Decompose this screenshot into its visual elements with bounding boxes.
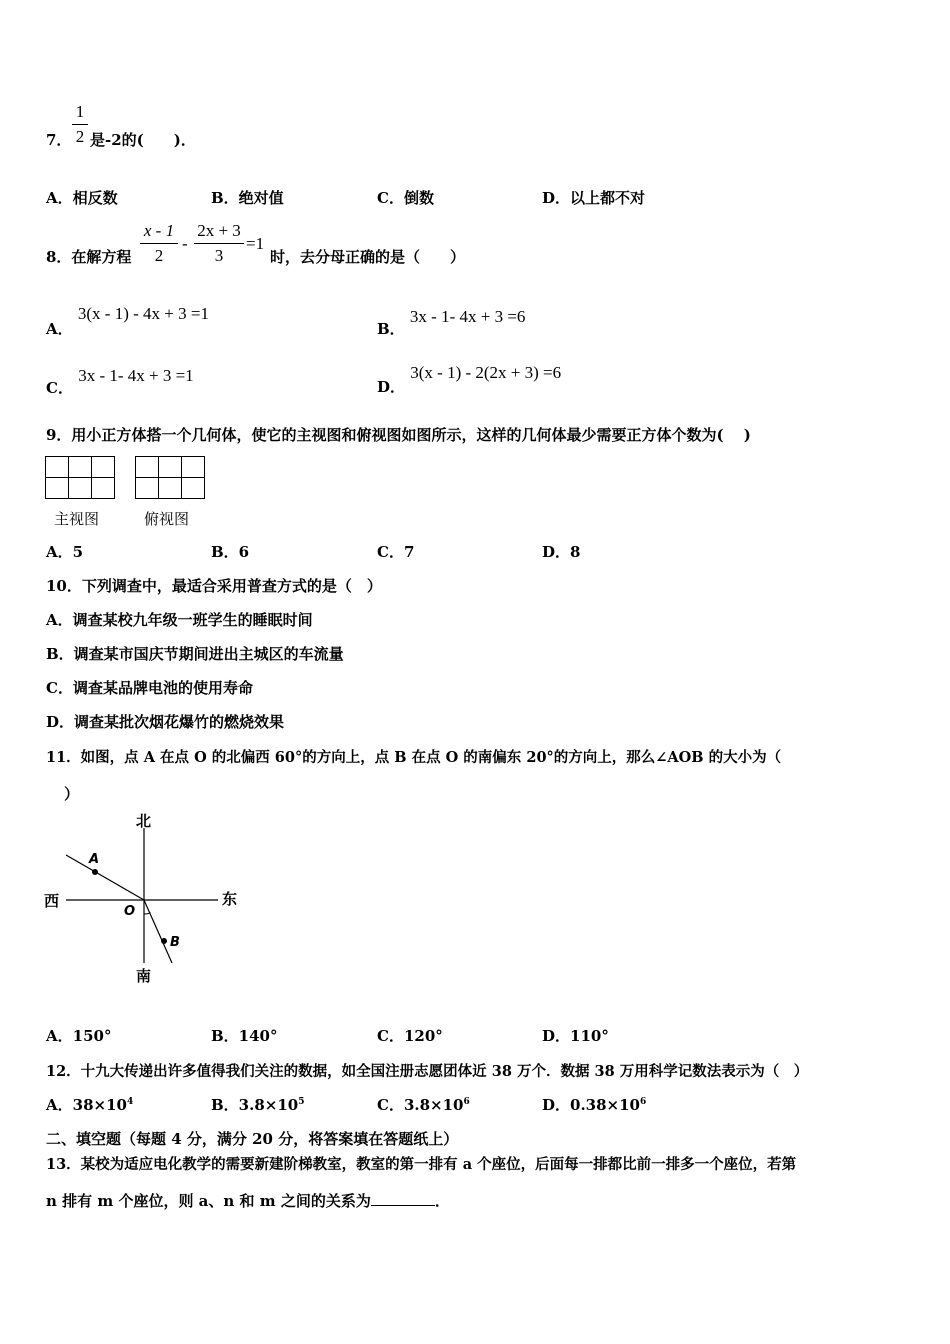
q12-option-d-base: D．0.38×10 [542, 1096, 640, 1114]
q12-option-c-exp: 6 [463, 1097, 470, 1107]
q8-equals: =1 [246, 234, 265, 253]
q8-stem-start: 8．在解方程 [46, 248, 132, 266]
q8-fraction-1 [140, 221, 178, 266]
q8-f2-num: 2x + 3 [197, 221, 241, 240]
q11-stem-line1: 11．如图，点 A 在点 O 的北偏西 60°的方向上，点 B 在点 O 的南偏东 20°的方向上，那么∠AOB 的大小为（ [46, 749, 782, 766]
section2-title: 二、填空题（每题 4 分，满分 20 分，将答案填在答题纸上） [46, 1130, 459, 1148]
q8-option-c-letter: C． [46, 379, 73, 397]
q8-option-d-letter: D． [377, 378, 406, 396]
q7-stem: 是-2的( )． [90, 131, 196, 149]
q12-option-b[interactable] [211, 1094, 304, 1115]
q8-f2-den: 3 [214, 246, 224, 265]
q8-option-b-expr: 3x - 1- 4x + 3 =6 [409, 307, 526, 326]
q8-option-a[interactable] [46, 303, 209, 338]
q10-stem: 10．下列调查中，最适合采用普查方式的是（ ） [46, 577, 382, 595]
q12-option-c-base: C．3.8×10 [377, 1096, 464, 1114]
q13-line2 [46, 1190, 450, 1211]
q7-option-b[interactable]: B．绝对值 [211, 189, 284, 207]
compass-figure [40, 808, 260, 988]
q8-option-d-expr: 3(x - 1) - 2(2x + 3) =6 [410, 363, 562, 382]
label-south: 南 [136, 967, 152, 985]
q12-option-b-exp: 5 [298, 1097, 305, 1107]
q8-option-a-letter: A． [46, 320, 73, 338]
label-west: 西 [44, 892, 60, 910]
label-o: O [124, 904, 136, 919]
q7-option-c[interactable]: C．倒数 [377, 189, 434, 207]
q11-option-a[interactable]: A．150° [46, 1027, 112, 1045]
q10-option-b[interactable]: B．调查某市国庆节期间进出主城区的车流量 [46, 645, 344, 663]
q10-option-d[interactable]: D．调查某批次烟花爆竹的燃烧效果 [46, 713, 285, 731]
q7-fraction-denominator: 2 [75, 127, 85, 146]
q8-f1-num: x - 1 [143, 221, 175, 240]
q12-option-d-exp: 6 [639, 1097, 647, 1107]
q13-line1: 13．某校为适应电化教学的需要新建阶梯教室，教室的第一排有 a 个座位，后面每一排都比前一排多一个座位，若第 [46, 1156, 797, 1173]
q7-number: 7． [46, 131, 72, 149]
q7-fraction-numerator: 1 [75, 102, 85, 121]
q12-option-a-exp: 4 [126, 1097, 134, 1107]
q8-option-d[interactable] [377, 362, 562, 396]
q9-option-c[interactable]: C．7 [377, 543, 415, 561]
q8-option-a-expr: 3(x - 1) - 4x + 3 =1 [77, 304, 209, 323]
q12-stem: 12．十九大传递出许多值得我们关注的数据，如全国注册志愿团体近 38 万个．数据 38 万用科学记数法表示为（ ） [46, 1063, 809, 1080]
q13-answer-blank[interactable] [371, 1205, 435, 1206]
q12-option-a[interactable] [46, 1094, 133, 1115]
q11-option-c[interactable]: C．120° [377, 1027, 443, 1045]
q10-option-c[interactable]: C．调查某品牌电池的使用寿命 [46, 679, 253, 697]
point-b-dot [161, 938, 167, 944]
ray-ob [144, 900, 172, 963]
q9-option-a[interactable]: A．5 [46, 543, 84, 561]
q8-fraction-2 [194, 221, 244, 266]
q7-option-a[interactable]: A．相反数 [46, 189, 118, 207]
q13-line2-end: ． [434, 1192, 450, 1210]
q13-line2-text: n 排有 m 个座位，则 a、n 和 m 之间的关系为 [46, 1192, 371, 1210]
q8-option-c-expr: 3x - 1- 4x + 3 =1 [78, 366, 194, 385]
q7-fraction [72, 102, 88, 147]
q11-option-d[interactable]: D．110° [542, 1027, 609, 1045]
q8-option-c[interactable] [46, 365, 194, 397]
ray-oa [66, 855, 144, 900]
front-view-grid [45, 456, 115, 499]
front-view-caption: 主视图 [54, 510, 100, 528]
q12-option-a-base: A．38×10 [46, 1096, 127, 1114]
top-view-grid [135, 456, 205, 499]
q8-minus: - [182, 234, 188, 253]
q9-stem: 9．用小正方体搭一个几何体，使它的主视图和俯视图如图所示，这样的几何体最少需要正方体个数为( ) [46, 426, 751, 444]
q9-option-b[interactable]: B．6 [211, 543, 250, 561]
q10-option-a[interactable]: A．调查某校九年级一班学生的睡眠时间 [46, 611, 313, 629]
label-b: B [170, 935, 180, 950]
label-east: 东 [222, 890, 238, 908]
label-a: A [89, 852, 100, 867]
q12-option-b-base: B．3.8×10 [211, 1096, 299, 1114]
q7-option-d[interactable]: D．以上都不对 [542, 189, 646, 207]
q8-option-b[interactable] [377, 306, 526, 338]
q12-option-d[interactable] [542, 1094, 646, 1115]
q8-stem-tail: 时，去分母正确的是（ ） [270, 248, 466, 266]
q9-option-d[interactable]: D．8 [542, 543, 581, 561]
q8-option-b-letter: B． [377, 320, 405, 338]
q11-stem-line2: ） [64, 785, 80, 803]
point-a-dot [92, 869, 98, 875]
top-view-caption: 俯视图 [144, 510, 190, 528]
label-north: 北 [136, 812, 152, 830]
q8-f1-den: 2 [154, 246, 164, 265]
q12-option-c[interactable] [377, 1094, 470, 1115]
q11-option-b[interactable]: B．140° [211, 1027, 278, 1045]
